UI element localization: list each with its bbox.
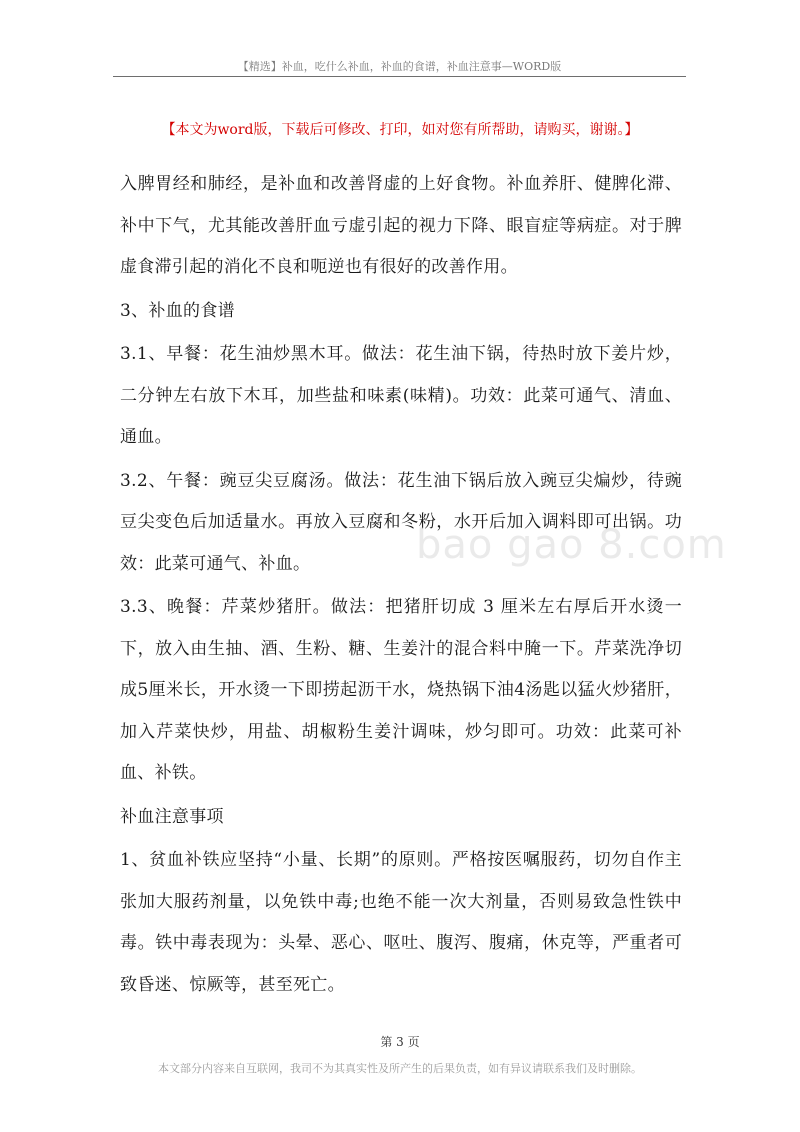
- page-number: 第 3 页: [380, 1035, 420, 1049]
- paragraph-dinner: 3.3、晚餐：芹菜炒猪肝。做法：把猪肝切成 3 厘米左右厚后开水烫一下，放入由生抽、酒、生粉、糖、生姜汁的混合料中腌一下。芹菜洗净切成5厘米长，开水烫一下即捞起沥干水，烧热锅下油4汤匙以猛火炒猪肝，加入芹菜快炒，用盐、胡椒粉生姜汁调味，炒匀即可。功效：此菜可补血、补铁。: [120, 597, 682, 783]
- section-heading-recipes: 3、补血的食谱: [120, 300, 235, 321]
- paragraph-lunch: 3.2、午餐：豌豆尖豆腐汤。做法：花生油下锅后放入豌豆尖煸炒，待豌豆尖变色后加适量水。再放入豆腐和冬粉，水开后加入调料即可出锅。功效：此菜可通气、补血。: [120, 470, 682, 574]
- document-body: [120, 164, 682, 1008]
- header-divider: [113, 76, 686, 77]
- paragraph-breakfast: 3.1、早餐：花生油炒黑木耳。做法：花生油下锅，待热时放下姜片炒，二分钟左右放下木耳，加些盐和味素(味精)。功效：此菜可通气、清血、通血。: [120, 344, 682, 447]
- page-header-title: 【精选】补血，吃什么补血，补血的食谱，补血注意事—WORD版: [237, 60, 562, 73]
- paragraph-intro: 入脾胃经和肺经，是补血和改善肾虚的上好食物。补血养肝、健脾化滞、补中下气，尤其能改善肝血亏虚引起的视力下降、眼盲症等病症。对于脾虚食滞引起的消化不良和呃逆也有很好的改善作用。: [120, 174, 682, 277]
- watermark: bao gao 8.com: [416, 522, 727, 568]
- download-notice: 【本文为word版，下载后可修改、打印，如对您有所帮助，请购买，谢谢。】: [161, 122, 639, 138]
- paragraph-precaution-1: 1、贫血补铁应坚持“小量、长期”的原则。严格按医嘱服药，切勿自作主张加大服药剂量，以免铁中毒;也绝不能一次大剂量，否则易致急性铁中毒。铁中毒表现为：头晕、恶心、呕吐、腹泻、腹痛，休克等，严重者可致昏迷、惊厥等，甚至死亡。: [120, 850, 682, 995]
- footer-disclaimer: 本文部分内容来自互联网，我司不为其真实性及所产生的后果负责，如有异议请联系我们及时删除。: [158, 1062, 642, 1075]
- section-heading-precautions: 补血注意事项: [120, 806, 224, 827]
